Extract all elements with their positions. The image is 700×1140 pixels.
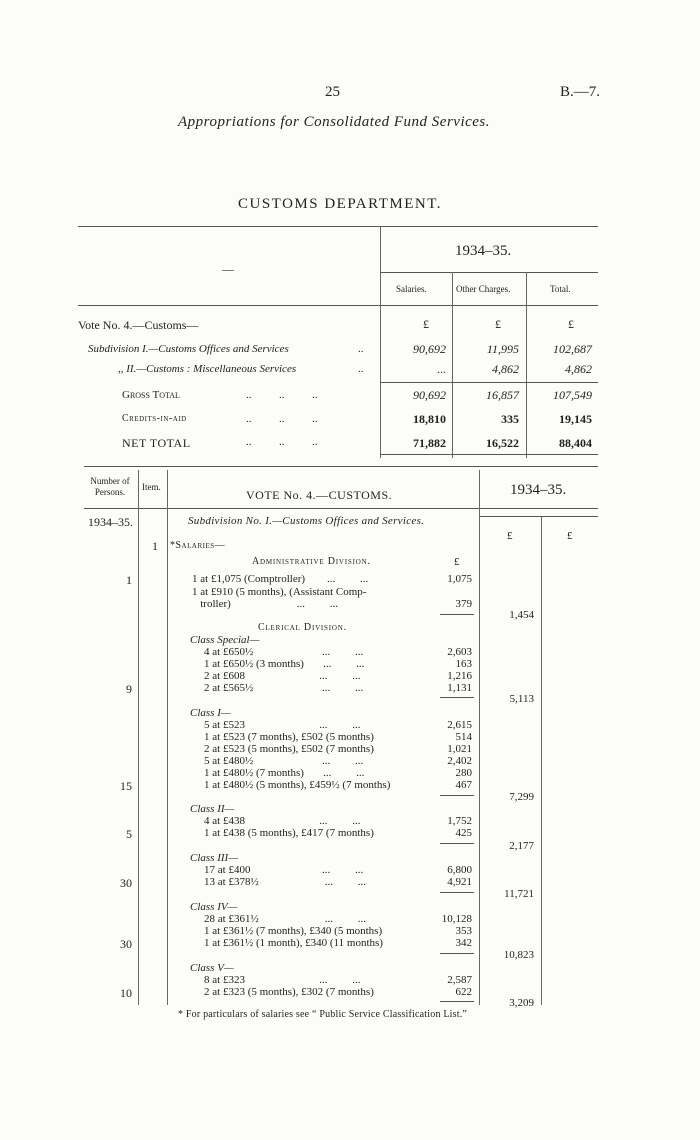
salary-line: 5 at £523 ... ... <box>204 719 361 731</box>
salary-line: 1 at £910 (5 months), (Assistant Comp- <box>192 586 367 598</box>
salary-amount: 425 <box>455 827 472 839</box>
salary-amount: 342 <box>455 937 472 949</box>
detail-year-left: 1934–35. <box>88 515 133 529</box>
summary-year-rule <box>380 272 598 273</box>
summary-total: 88,404 <box>559 436 592 450</box>
subtotal-rule <box>440 614 474 615</box>
salary-amount: 1,075 <box>447 573 472 585</box>
salary-line: 1 at £523 (7 months), £502 (5 months) <box>204 731 374 743</box>
class-heading: Class IV— <box>190 901 238 913</box>
summary-row-label: Credits-in-aid <box>122 413 187 424</box>
detail-col-divider <box>138 470 139 1005</box>
persons-count: 15 <box>120 779 132 793</box>
summary-row-label: Gross Total <box>122 389 180 401</box>
salary-line: 1 at £480½ (5 months), £459½ (7 months) <box>204 779 391 791</box>
subtotal-rule <box>440 697 474 698</box>
summary-row-dots: .. .. .. <box>246 389 318 401</box>
summary-col-divider <box>380 226 381 458</box>
summary-row-label: Subdivision I.—Customs Offices and Services <box>88 343 289 355</box>
summary-currency: £ <box>423 317 429 331</box>
salary-amount: 353 <box>455 925 472 937</box>
salary-line: 4 at £438 ... ... <box>204 815 361 827</box>
item-number: 1 <box>152 539 158 553</box>
persons-count: 30 <box>120 876 132 890</box>
detail-year-rule <box>479 516 598 517</box>
salary-amount: 514 <box>455 731 472 743</box>
document-reference: B.—7. <box>560 84 601 100</box>
detail-col-divider <box>479 470 480 1005</box>
summary-row-label: NET TOTAL <box>122 436 191 450</box>
salary-amount: 467 <box>455 779 472 791</box>
summary-salaries: 90,692 <box>413 342 446 356</box>
subtotal-amount: 7,299 <box>509 791 534 803</box>
salary-line: 1 at £438 (5 months), £417 (7 months) <box>204 827 374 839</box>
salary-line: 1 at £650½ (3 months) ... ... <box>204 658 365 670</box>
summary-year: 1934–35. <box>455 243 512 259</box>
salary-line: 28 at £361½ ... ... <box>204 913 366 925</box>
footnote: * For particulars of salaries see “ Public Service Classification List.” <box>178 1009 468 1020</box>
detail-header-rule <box>84 508 598 509</box>
administrative-division-heading: Administrative Division. <box>252 556 371 567</box>
salary-amount: 1,752 <box>447 815 472 827</box>
summary-dash: — <box>222 262 234 276</box>
summary-row-dots: .. .. .. <box>246 413 318 425</box>
vote-title: VOTE No. 4.—CUSTOMS. <box>246 488 393 502</box>
clerical-division-heading: Clerical Division. <box>258 622 347 633</box>
salary-line: 8 at £323 ... ... <box>204 974 361 986</box>
salary-amount: 1,216 <box>447 670 472 682</box>
summary-row-dots: .. <box>358 363 364 375</box>
col-item: Item. <box>142 482 161 492</box>
summary-currency: £ <box>568 317 574 331</box>
summary-other: 11,995 <box>486 342 519 356</box>
salaries-heading: *Salaries— <box>170 540 226 551</box>
salary-line: 2 at £565½ ... ... <box>204 682 364 694</box>
summary-col-salaries: Salaries. <box>396 284 427 294</box>
subtotal-amount: 3,209 <box>509 997 534 1009</box>
summary-other: 335 <box>501 412 519 426</box>
summary-top-rule <box>78 226 598 227</box>
salary-amount: 1,131 <box>447 682 472 694</box>
salary-amount: 4,921 <box>447 876 472 888</box>
currency-symbol: £ <box>507 530 513 542</box>
subtotal-amount: 10,823 <box>503 949 534 961</box>
summary-bottom-rule <box>380 454 598 455</box>
class-heading: Class Special— <box>190 634 260 646</box>
salary-line: 1 at £361½ (1 month), £340 (11 months) <box>204 937 383 949</box>
summary-sum-rule <box>380 382 598 383</box>
salary-amount: 163 <box>455 658 472 670</box>
class-heading: Class V— <box>190 962 234 974</box>
salary-amount: 1,021 <box>447 743 472 755</box>
summary-col-divider <box>452 272 453 458</box>
col-number-of-persons: Number of Persons. <box>90 476 130 497</box>
salary-amount: 2,603 <box>447 646 472 658</box>
persons-count: 9 <box>126 682 132 696</box>
salary-line: 1 at £1,075 (Comptroller) ... ... <box>192 573 369 585</box>
persons-count: 30 <box>120 937 132 951</box>
summary-other: 16,857 <box>486 388 519 402</box>
summary-currency: £ <box>495 317 501 331</box>
currency-symbol: £ <box>567 530 573 542</box>
detail-year-right: 1934–35. <box>510 482 567 498</box>
page-subtitle: Appropriations for Consolidated Fund Services. <box>178 114 491 130</box>
salary-line: 1 at £480½ (7 months) ... ... <box>204 767 365 779</box>
subtotal-rule <box>440 953 474 954</box>
salary-amount: 2,402 <box>447 755 472 767</box>
salary-amount: 622 <box>455 986 472 998</box>
summary-total: 102,687 <box>553 342 592 356</box>
salary-amount: 10,128 <box>441 913 472 925</box>
persons-count: 1 <box>126 573 132 587</box>
currency-symbol: £ <box>454 556 460 568</box>
detail-top-rule <box>84 466 598 467</box>
summary-vote-label: Vote No. 4.—Customs— <box>78 318 199 332</box>
subtotal-amount: 11,721 <box>504 888 534 900</box>
summary-col-divider <box>526 272 527 458</box>
summary-total: 19,145 <box>559 412 592 426</box>
subtotal-amount: 5,113 <box>509 693 534 705</box>
subtotal-amount: 1,454 <box>509 609 534 621</box>
salary-amount: 280 <box>455 767 472 779</box>
salary-line: troller) ... ... <box>192 598 339 610</box>
subtotal-rule <box>440 892 474 893</box>
salary-line: 13 at £378½ ... ... <box>204 876 366 888</box>
summary-total: 4,862 <box>565 362 592 376</box>
summary-col-total: Total. <box>550 284 571 294</box>
summary-salaries: 71,882 <box>413 436 446 450</box>
salary-line: 2 at £608 ... ... <box>204 670 361 682</box>
department-title: CUSTOMS DEPARTMENT. <box>238 196 443 212</box>
page-number: 25 <box>325 84 340 100</box>
class-heading: Class I— <box>190 707 231 719</box>
salary-amount: 379 <box>455 598 472 610</box>
salary-line: 4 at £650½ ... ... <box>204 646 364 658</box>
persons-count: 5 <box>126 827 132 841</box>
summary-salaries: 90,692 <box>413 388 446 402</box>
subtotal-rule <box>440 843 474 844</box>
summary-row-label: ,, II.—Customs : Miscellaneous Services <box>118 363 297 375</box>
detail-col-divider <box>541 516 542 1005</box>
subtotal-amount: 2,177 <box>509 840 534 852</box>
salary-line: 5 at £480½ ... ... <box>204 755 364 767</box>
salary-line: 1 at £361½ (7 months), £340 (5 months) <box>204 925 383 937</box>
subdivision-heading: Subdivision No. I.—Customs Offices and Services. <box>188 515 425 527</box>
class-heading: Class III— <box>190 852 238 864</box>
salary-line: 2 at £523 (5 months), £502 (7 months) <box>204 743 374 755</box>
subtotal-rule <box>440 795 474 796</box>
salary-amount: 2,587 <box>447 974 472 986</box>
summary-row-dots: .. <box>358 343 364 355</box>
summary-col-other: Other Charges. <box>456 284 511 294</box>
persons-count: 10 <box>120 986 132 1000</box>
summary-salaries: ... <box>437 362 446 376</box>
salary-amount: 6,800 <box>447 864 472 876</box>
class-heading: Class II— <box>190 803 235 815</box>
summary-total: 107,549 <box>553 388 592 402</box>
subtotal-rule <box>440 1001 474 1002</box>
detail-col-divider <box>167 470 168 1005</box>
summary-row-dots: .. .. .. <box>246 436 318 448</box>
salary-line: 17 at £400 ... ... <box>204 864 364 876</box>
salary-amount: 2,615 <box>447 719 472 731</box>
summary-other: 16,522 <box>486 436 519 450</box>
summary-header-rule <box>78 305 598 306</box>
salary-line: 2 at £323 (5 months), £302 (7 months) <box>204 986 374 998</box>
summary-salaries: 18,810 <box>413 412 446 426</box>
summary-other: 4,862 <box>492 362 519 376</box>
